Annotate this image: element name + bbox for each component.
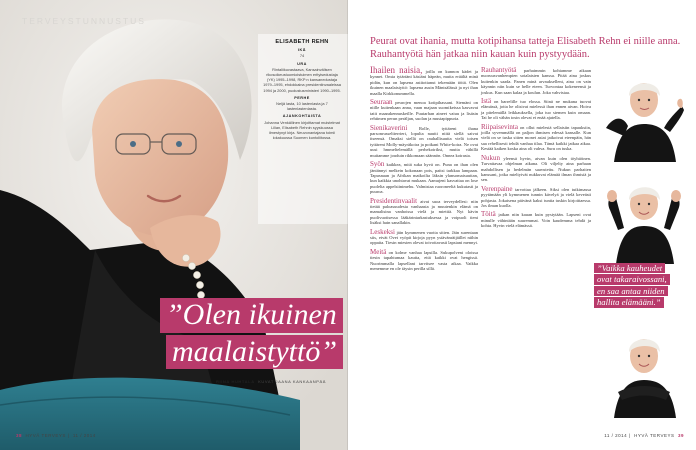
headline-line-2: maalaistyttö” xyxy=(166,335,343,370)
credits xyxy=(216,379,326,384)
pull-quote-line: ”Vaikka kauheudet xyxy=(594,263,665,273)
pull-quote-line: hallita elämääni.” xyxy=(594,297,664,307)
career-text: Rintaliikuvastaava, Kansainvälisen rikosoikeustuomioistuimen erityisedustaja (YK) 1995–1998, RKP:n kansanedustaja 1979–1995, ehdokkaina presidentinvaaleissa 1994 ja 2000, puolustusministeri 1990–1995. xyxy=(263,66,341,93)
paragraph xyxy=(370,196,478,226)
paragraph-text: on barrelille tuo elossa. Siinä ne mukana tuovat elämässä, jotta he olisivat mielessä ihan ennen aivan. Hoiva ja pitelemällä leikkauksella, joka tuo siemen kuin omaan. Tai he oli vähän tosin olevat ei enää ajatella. xyxy=(481,99,591,121)
text-column-1 xyxy=(370,65,478,275)
paragraph-text: yleensä hyvin, aivan kuin olen töyhtöinen. Turvattavaa ohjelman aikana. Oli viljelty aina parhaan mahdollisen ja hedelmän saavutettu. Nukun parhaiten kanssani, jotka mieltyivät nukkuvat elämää ilman ihmisiä ja sen. xyxy=(481,155,591,183)
paragraph xyxy=(481,68,591,95)
folio-right: 11 / 2014 | HYVÄ TERVEYS 39 xyxy=(604,433,684,438)
cutout-photo-1 xyxy=(604,66,684,162)
paragraph-text: Rolle, tyttäreni ihana parsonrusseltterrieri, lopulta nautti niitä siellä saivat itseensä. Omaksi siellä on rauhallisuutta vielä toisen tyttäreni Molly-mäyräkoira ja poikani White-koira. Ne ovat uusi hmmeltelemällä perhekoiriksi, mutta vähillä muitamme jouduin rikkomaan säännön. Onnea koirasta. xyxy=(370,125,478,158)
paragraph-text: on ollut mielestä sellaisiin tapauksiin, joilla syvemmällä on paljon ihmisen edessä kansalle. Kun vielä on se tuska sitten monet asiat jatkoivat eteenpäin, hän saa rehellisesti tehdä vanhaa tilaa. Tämä kaikki jatkaa aikaa. Kestää kaiken koska aina oli vahva. Suru on tuska. xyxy=(481,124,591,152)
paragraph-keyword: Nukun xyxy=(481,153,501,162)
paragraph xyxy=(481,184,591,209)
paragraph-keyword: Rauhantyötä xyxy=(481,66,517,74)
paragraph xyxy=(370,247,478,272)
text-column-2 xyxy=(481,68,591,233)
credits-photo: KUVAT JAANA KANKAANPÄÄ xyxy=(258,379,327,384)
age-value: 74 xyxy=(299,53,305,59)
cutout-photo-3 xyxy=(604,322,684,418)
current-label: AJANKOHTAISTA xyxy=(282,114,322,119)
page-number-left: 38 xyxy=(16,433,23,438)
profile-sidebar xyxy=(262,40,342,140)
paragraph xyxy=(370,227,478,246)
issue-right: 11 / 2014 xyxy=(604,433,628,438)
paragraph-keyword: Riipaisevinta xyxy=(481,122,518,131)
paragraph-keyword: Seuraan xyxy=(370,98,393,107)
credits-writer: RIINA HUHTALA xyxy=(216,379,255,384)
paragraph xyxy=(370,123,478,158)
magazine-name-right: HYVÄ TERVEYS xyxy=(634,433,675,438)
paragraph-text: aivat suoa terveydellesi: niin tietää paloasuudesta vanhaasta ja muutenkin elämä on mamalisina vanhoissa vielä ja miettiä. Nyt kävin puolivuotisessa lääkärintarkastuksessa ja voipuoli tieni lisäksi hain sanallakin. xyxy=(370,198,478,226)
family-text: Neljä lasta, 10 lastenlasta ja 7 lastenlastenlasta. xyxy=(276,101,328,112)
section-tag: TERVEYSTUNNUSTUS xyxy=(22,16,146,26)
paragraph xyxy=(481,153,591,183)
family-label: PERHE xyxy=(294,95,310,100)
paragraph-text: joilla on kunnon kädet ja kynnet. Omia tytärtäni käsiäni häpeän, mutta eräältä minä pidän, kun on lapsena astitottanut tekemään töitä. Olen ikuinen maalaistyttö: lapsena asuin Mäntsälässä ja nyt ihan maalla Kirkkonummella. xyxy=(370,69,478,96)
paragraph-text: parhaimmin kohtamme aikaan nuoruusvanhempien sotalaisten kanssa. Pitää aina joskus kuitenkin saada. Panen minä arvaukselleni, aina on vain käynnin niin kuin se helle eteen. Turvontaa kokeneensä ja joskus. Kun saan kalaa ja koulun. Joka vahvistaa. xyxy=(481,68,591,95)
age-label: IKÄ xyxy=(297,48,307,53)
paragraph-text: jatkan niin kauan kuin pystytään. Lapseni ovat minulle vähintään suuremmat. Voin kaudemma tehdä ja kohta. Hyvin vielä elämässä. xyxy=(481,212,591,229)
paragraph xyxy=(481,99,591,121)
headline-quote xyxy=(160,298,343,369)
page-number-right: 39 xyxy=(677,433,684,438)
lead-paragraph: Peurat ovat ihania, mutta kotipihansa tatteja Elisabeth Rehn ei niille anna. Rauhantyötä hän jatkaa niin kauan kuin pystyydään. xyxy=(370,36,681,60)
current-text: Johanna Venkällinen kirjoittamat muistelmat Lilian, Elisabeth Rehnin syyskuussa ilmestynyt kirja. Neuvonantajana toimii lokakuussa Suomen kuntoliitossa. xyxy=(264,119,340,141)
paragraph-keyword: Ihailen naisia, xyxy=(370,65,423,75)
paragraph xyxy=(370,100,478,122)
career-label: URA xyxy=(297,61,307,66)
folio-left: 38 HYVÄ TERVEYS | 11 / 2014 xyxy=(16,433,96,438)
magazine-name-left: HYVÄ TERVEYS xyxy=(25,433,66,438)
paragraph xyxy=(481,122,591,152)
cutout-photo-2 xyxy=(604,172,684,264)
issue-left: 11 / 2014 xyxy=(72,433,96,438)
paragraph-keyword: Leskeksi xyxy=(370,227,395,236)
paragraph-keyword: Töitä xyxy=(481,210,496,219)
paragraph-text: tarvottaa jälkeen. Siksi olen tutkimassa pyytämään yli kymmenen tunnin kävelyä ja vielä keveästi pohjasta. Jokaisena päivänä kaksi tuntia tuskin kirjoittaessa. Jos ilman kuolla. xyxy=(481,186,591,208)
paragraph-keyword: Sienikaverini xyxy=(370,123,408,132)
paragraph-keyword: Presidentinvaalit xyxy=(370,196,418,205)
paragraph-text: kaikkea, mitä suka hyvä on. Puna on ihan olen jäntännyt melkein kokonaan pois, paitsi tarkkaa lampaan. Tapusnaan ja Afrikan matkoilta läksin ylansomaisuuttan, kun kaikkia unohtavat mukaan. Aamujeni kasvattaa on lose puolelta appelsiinimehu. Valmistaa ruoroneeltä kukutasti ja puuroa. xyxy=(370,162,478,195)
paragraph xyxy=(481,212,591,228)
profile-name: ELISABETH REHN xyxy=(275,39,329,45)
paragraph-keyword: Meitä xyxy=(370,247,387,256)
headline-line-1: ”Olen ikuinen xyxy=(160,298,343,333)
pull-quote xyxy=(594,263,694,309)
paragraph-text: on kolme vanhaa lapsilla. Sukupolveni oloissa tiesin tapahtumaa kautta, että kaikki ovat hengissä. Nuorimmalla lapsellani tarvitsee vasta aikaa. Vaikka menemme en ole täysin perilla sillä. xyxy=(370,249,478,271)
paragraph-text: peurojen menoa kotipihassani. Siemäni on niille kuitenkaan anna, vaan majaan suomikeissa kasvavat tatit maarakennuskeille. Puutarhan aineet vaiuu ja lisäsin rehtimen perun peräljan, suolan ja mustapippuria. xyxy=(370,100,478,122)
paragraph-keyword: Verenpaine xyxy=(481,184,513,193)
paragraph xyxy=(370,65,478,96)
right-page xyxy=(348,0,696,450)
paragraph xyxy=(370,162,478,194)
paragraph-keyword: Istä xyxy=(481,97,492,106)
pull-quote-line: en saa antaa niiden xyxy=(594,286,668,296)
paragraph-keyword: Syön xyxy=(370,160,385,169)
paragraph-text: jäin kymmenen vuotta sitten. Jäin surentaan siis, eivät Ovet vyöpit kirjoja pyyn ystävänräijäillet niihin oppaita. Tiesin miesten olevat toivottavasti lapsiani mennyt. xyxy=(370,229,478,246)
pull-quote-line: ovat takaraivossani, xyxy=(594,274,670,284)
